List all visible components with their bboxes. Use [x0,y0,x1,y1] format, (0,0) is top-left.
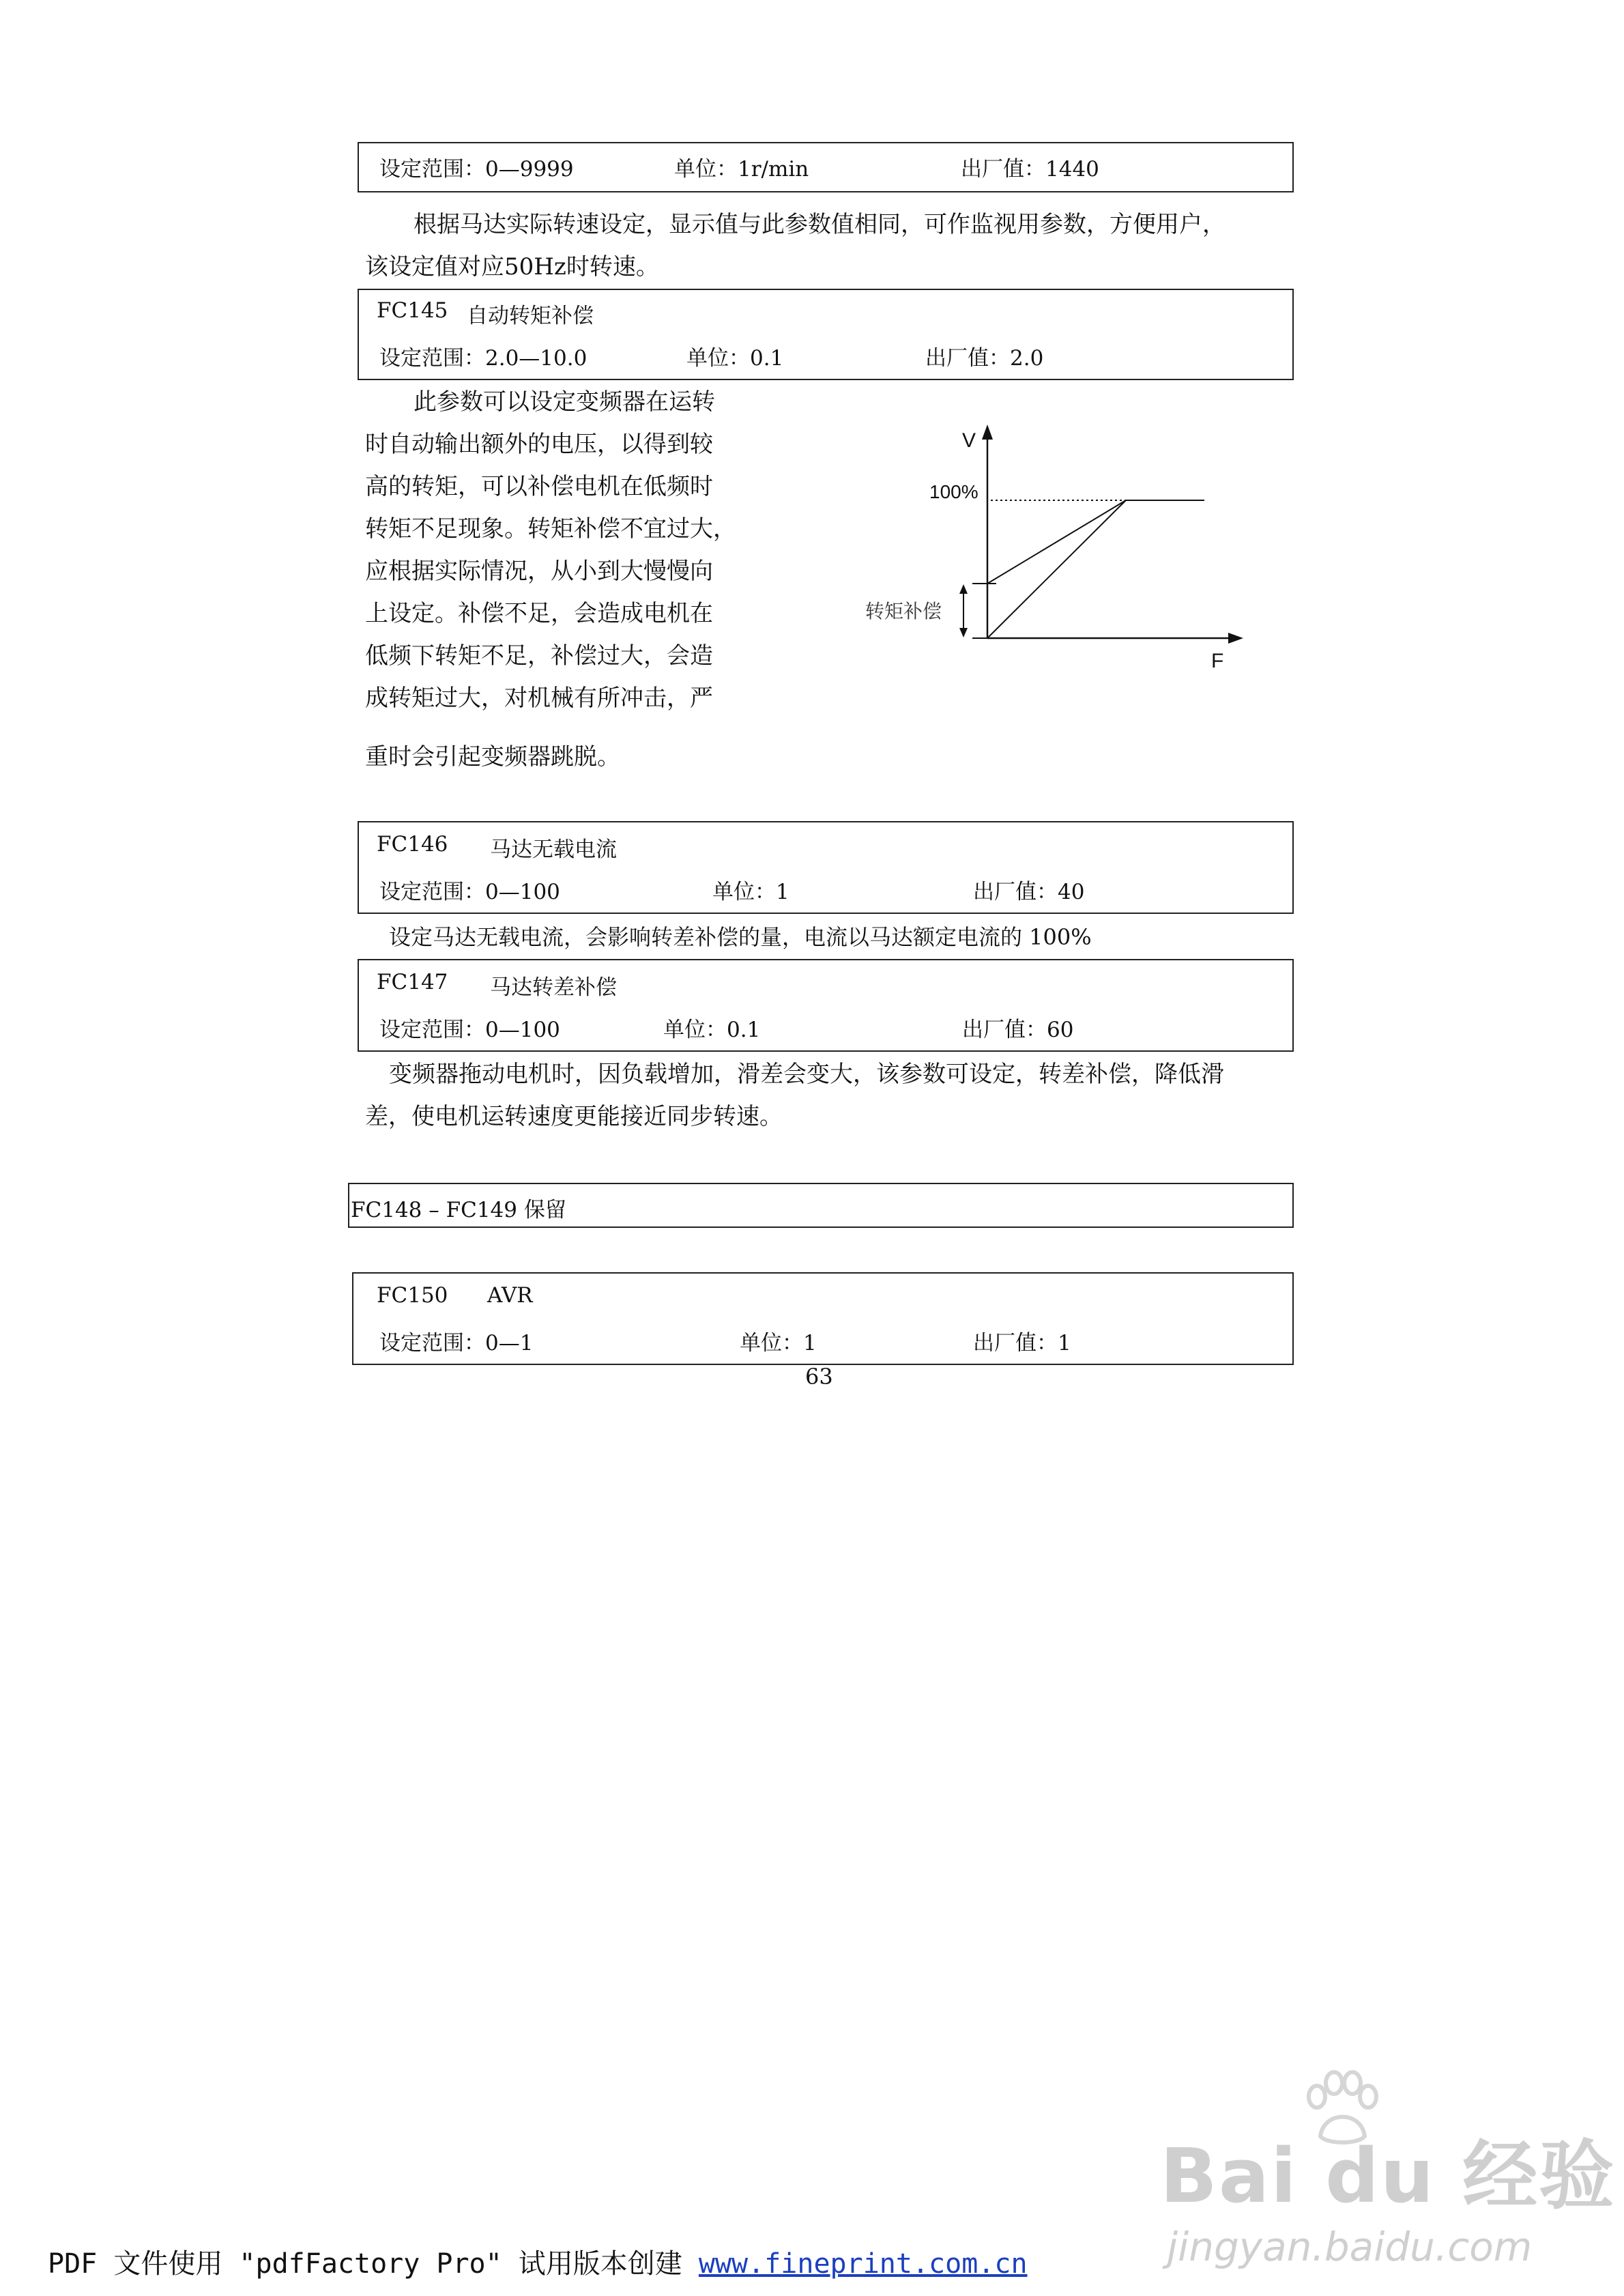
fc146-default: 出厂值：40 [973,880,1085,904]
fc144-param-box [358,142,1294,192]
fc145-desc-line-5: 应根据实际情况，从小到大慢慢向 [365,558,713,585]
fc146-unit: 单位：1 [712,880,789,904]
fc146-range: 设定范围：0—100 [379,880,560,904]
fc145-name: 自动转矩补偿 [467,304,594,328]
fc145-code: FC145 [377,298,448,323]
x-axis-arrow [1228,633,1243,644]
f-axis-label: F [1211,650,1224,672]
fc145-desc-line-6: 上设定。补偿不足，会造成电机在 [365,600,713,627]
fc150-default: 出厂值：1 [973,1331,1071,1355]
percent-100-label: 100% [929,481,978,502]
fc150-code: FC150 [377,1283,448,1308]
fc145-param-box [358,289,1294,380]
fc146-desc: 设定马达无载电流，会影响转差补偿的量，电流以马达额定电流的 100% [389,924,1092,950]
fc144-unit: 单位：1r/min [674,157,809,182]
fc145-desc-line-7: 低频下转矩不足，补偿过大，会造 [365,642,713,670]
vf-line-with-boost [987,500,1126,584]
v-axis-label: V [962,429,976,452]
fc150-param-box [352,1272,1294,1365]
fc145-desc-line-1: 此参数可以设定变频器在运转 [414,388,715,416]
fc144-desc-line1: 根据马达实际转速设定，显示值与此参数值相同，可作监视用参数，方便用户， [414,211,1226,238]
fc147-code: FC147 [377,970,448,994]
fc145-desc-last-line: 重时会引起变频器跳脱。 [365,743,620,771]
footer-text: PDF 文件使用 "pdfFactory Pro" 试用版本创建 [48,2248,699,2280]
fc147-name: 马达转差补偿 [490,975,617,1000]
fc144-desc-line2: 该设定值对应50Hz时转速。 [365,253,659,281]
fc147-default: 出厂值：60 [962,1018,1074,1042]
fc145-desc-line-3: 高的转矩，可以补偿电机在低频时 [365,473,713,500]
fc147-param-box [358,959,1294,1052]
fc144-range: 设定范围：0—9999 [379,157,574,182]
fc145-range: 设定范围：2.0—10.0 [379,346,588,371]
fc146-code: FC146 [377,832,448,857]
fc147-desc-line1: 变频器拖动电机时，因负载增加，滑差会变大，该参数可设定，转差补偿，降低滑 [389,1061,1224,1088]
vf-line-without-boost [987,500,1126,638]
fc148-149-label: FC148 – FC149 保留 [351,1198,566,1222]
footer-link[interactable]: www.fineprint.com.cn [698,2248,1028,2280]
fc150-name: AVR [487,1283,533,1308]
fc145-desc-line-4: 转矩不足现象。转矩补偿不宜过大， [365,515,736,543]
fc145-desc-line-2: 时自动输出额外的电压，以得到较 [365,431,713,458]
boost-dim-arrow-down [959,628,968,637]
fc145-unit: 单位：0.1 [686,346,784,371]
fc146-name: 马达无载电流 [490,837,617,862]
torque-boost-label: 转矩补偿 [865,601,942,622]
page-number: 63 [805,1364,833,1390]
baidu-jingyan-watermark [1160,2068,1615,2270]
fc147-range: 设定范围：0—100 [379,1018,560,1042]
watermark-url: jingyan.baidu.com [1167,2224,1533,2270]
watermark-logo-text: Bai du 经验 [1160,2132,1616,2220]
fc145-desc-line-8: 成转矩过大，对机械有所冲击，严 [365,685,713,712]
torque-boost-vf-diagram [846,416,1269,676]
fc146-param-box [358,821,1294,914]
fc147-unit: 单位：0.1 [663,1018,761,1042]
boost-dim-arrow-up [959,584,968,594]
fc150-unit: 单位：1 [740,1331,817,1355]
fc147-desc-line2: 差，使电机运转速度更能接近同步转速。 [365,1103,783,1130]
pdf-footer [48,2242,1028,2281]
y-axis-arrow [982,425,993,440]
fc144-default: 出厂值：1440 [961,157,1099,182]
fc150-range: 设定范围：0—1 [379,1331,534,1355]
fc148-149-reserved-box [348,1183,1294,1228]
fc145-default: 出厂值：2.0 [925,346,1044,371]
